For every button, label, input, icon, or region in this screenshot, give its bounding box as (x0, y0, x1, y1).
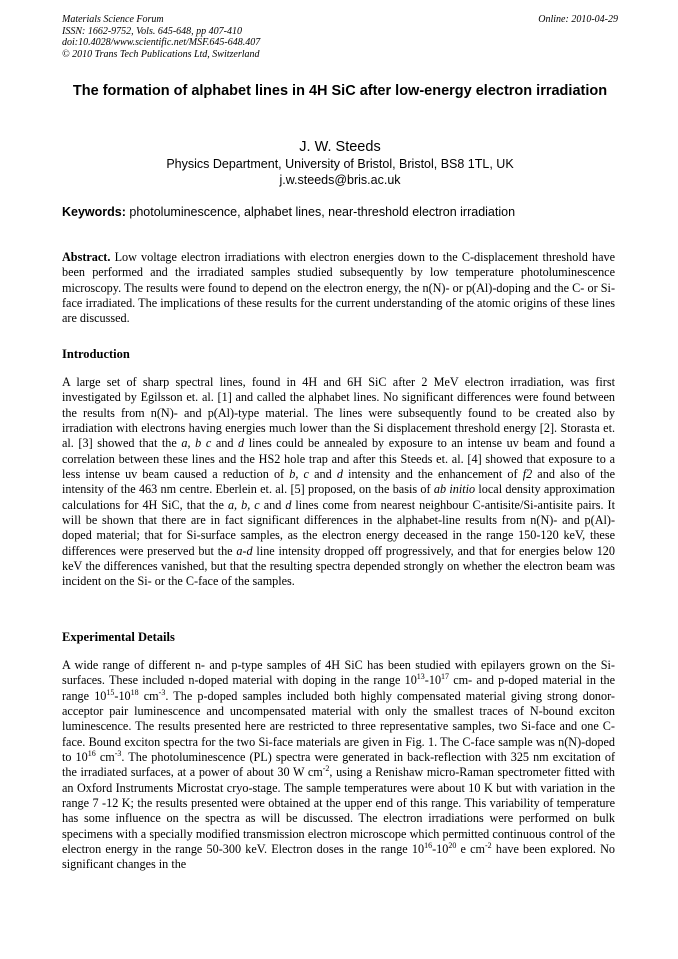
author-email: j.w.steeds@bris.ac.uk (279, 172, 401, 187)
journal-issn: ISSN: 1662-9752, Vols. 645-648, pp 407-410 (62, 25, 242, 37)
intro-italic: ab initio (433, 482, 476, 497)
intro-text: lines could be annealed by exposure to an intense uv beam and found a correlation between these lines and the HS2 hole trap and after this Steeds et. al. [4] showed that exposure to a less intense uv beam caused a reduction of (62, 436, 615, 482)
author-name: J. W. Steeds (299, 139, 381, 155)
intro-text: A large set of sharp spectral lines, found in 4H and 6H SiC after 2 MeV electron irradiation, was first investigated by Egilsson et. al. [1] and called the alphabet lines. No significant differences were found between the results from n(N)- and p(Al)-type material. The lines were subsequently found to be created also by irradiation with electrons having energies much lower than the Si displacement threshold energy [2]. Storasta et. al. [3] showed that the (62, 375, 615, 451)
intro-italic: f2 (522, 467, 533, 482)
abstract-label: Abstract. (62, 250, 111, 264)
exp-text: have been explored. No significant changes in the (62, 842, 615, 872)
abstract-text: Low voltage electron irradiations with electron energies down to the C-displacement threshold have been performed and the irradiated samples studied subsequently by low temperature photoluminescence microscopy. The results were found to depend on the electron energy, the n(N)- or p(Al)-doping and the C- or Si-face irradiated. The implications of these results for the current understanding of the atomic origins of these lines are discussed. (62, 250, 615, 326)
introduction-paragraph (62, 375, 615, 590)
abstract (62, 250, 615, 327)
intro-text: local density approximation calculations for 4H SiC, that the (62, 482, 615, 512)
intro-text: and (308, 467, 337, 482)
exp-superscript: 18 (130, 687, 139, 697)
journal-copyright: © 2010 Trans Tech Publications Ltd, Switzerland (62, 48, 260, 60)
exp-superscript: 13 (416, 672, 425, 682)
exp-superscript: 16 (87, 749, 96, 759)
journal-doi: doi:10.4028/www.scientific.net/MSF.645-648.407 (62, 37, 261, 48)
section-heading-introduction: Introduction (62, 347, 130, 361)
intro-text: and (211, 436, 239, 451)
exp-text: -10 (432, 842, 449, 857)
journal-name: Materials Science Forum (62, 14, 164, 25)
intro-italic: d (285, 497, 292, 512)
intro-italic: d (336, 467, 343, 482)
exp-text: cm- and p-doped material in the range 10 (62, 673, 615, 703)
affiliation: Physics Department, University of Bristol, Bristol, BS8 1TL, UK (166, 157, 514, 171)
intro-text: lines come from nearest neighbour C-antisite/Si-antisite pairs. It will be shown that there are in fact significant differences in the alphabet-line results from n(N)- and p(Al)-doped material; that for Si-surface samples, as the electron energy deceased in the range 150-120 keV, these differences were preserved but the (62, 497, 615, 558)
exp-superscript: -2 (322, 764, 330, 774)
exp-text: . The p-doped samples included both highly compensated material giving strong donor-acceptor pair luminescence and uncompensated material with only the smallest traces of N-bound exciton luminescence. The results presented here are restricted to three representative samples, two Si-face and one C-face. Bound exciton spectra for the two Si-face materials are given in Fig. 1. The C-face sample was n(N)-doped to 10 (62, 688, 615, 765)
journal-header (62, 14, 618, 60)
intro-italic: d (238, 436, 245, 451)
exp-text: -10 (424, 673, 442, 688)
exp-text: e cm (456, 842, 485, 857)
exp-text: , using a Renishaw micro-Raman spectrometer fitted with an Oxford Instruments Microstat cryo-stage. The sample temperatures were about 10 K but with variation in the range 7 -12 K; the results presented were obtained at the upper end of this range. This variability of temperature has some influence on the spectra as will be discussed. The electron irradiations were performed on bulk specimens with a specially modified transmission electron microscope which permitted continuous control of the electron energy in the range 50-300 keV. Electron doses in the range 10 (62, 765, 615, 857)
exp-text: -10 (114, 688, 131, 703)
exp-superscript: 15 (106, 687, 115, 697)
intro-text: and also of the intensity of the 463 nm centre. Eberlein et. al. [5] proposed, on the basis of (62, 467, 615, 497)
exp-text: cm (95, 750, 115, 765)
exp-superscript: -3 (114, 749, 122, 759)
online-date: Online: 2010-04-29 (538, 14, 618, 25)
intro-text: intensity and the enhancement of (342, 467, 523, 482)
keywords-label: Keywords: (62, 205, 126, 219)
paper-title: The formation of alphabet lines in 4H SiC after low-energy electron irradiation (72, 83, 608, 99)
intro-italic: a, b, c (227, 497, 260, 512)
intro-text: line intensity dropped off progressively, and that for energies below 120 keV the differences vanished, but that the resulting spectra depended strongly on whether the electron beam was incident on the Si- or the C-face of the samples. (62, 543, 615, 589)
exp-superscript: 17 (441, 672, 450, 682)
exp-text: A wide range of different n- and p-type samples of 4H SiC has been studied with epilayers grown on the Si-surfaces. These included n-doped material with doping in the range 10 (62, 658, 615, 688)
exp-text: cm (138, 688, 159, 703)
keywords (62, 205, 618, 220)
intro-italic: a, b c (181, 436, 212, 451)
exp-superscript: 16 (424, 841, 433, 851)
exp-superscript: 20 (448, 841, 457, 851)
intro-italic: a-d (236, 543, 253, 558)
keywords-text: photoluminescence, alphabet lines, near-threshold electron irradiation (129, 205, 516, 219)
intro-text: and (259, 497, 286, 512)
exp-text: . The photoluminescence (PL) spectra were generated in back-reflection with 325 nm excitation of the irradiated surfaces, at a power of about 30 W cm (62, 750, 616, 780)
exp-superscript: -2 (485, 841, 492, 851)
intro-italic: b, c (289, 467, 309, 482)
experimental-paragraph (62, 658, 615, 873)
author-affiliation-block (62, 157, 618, 188)
exp-superscript: -3 (158, 687, 166, 697)
section-heading-experimental: Experimental Details (62, 630, 175, 644)
